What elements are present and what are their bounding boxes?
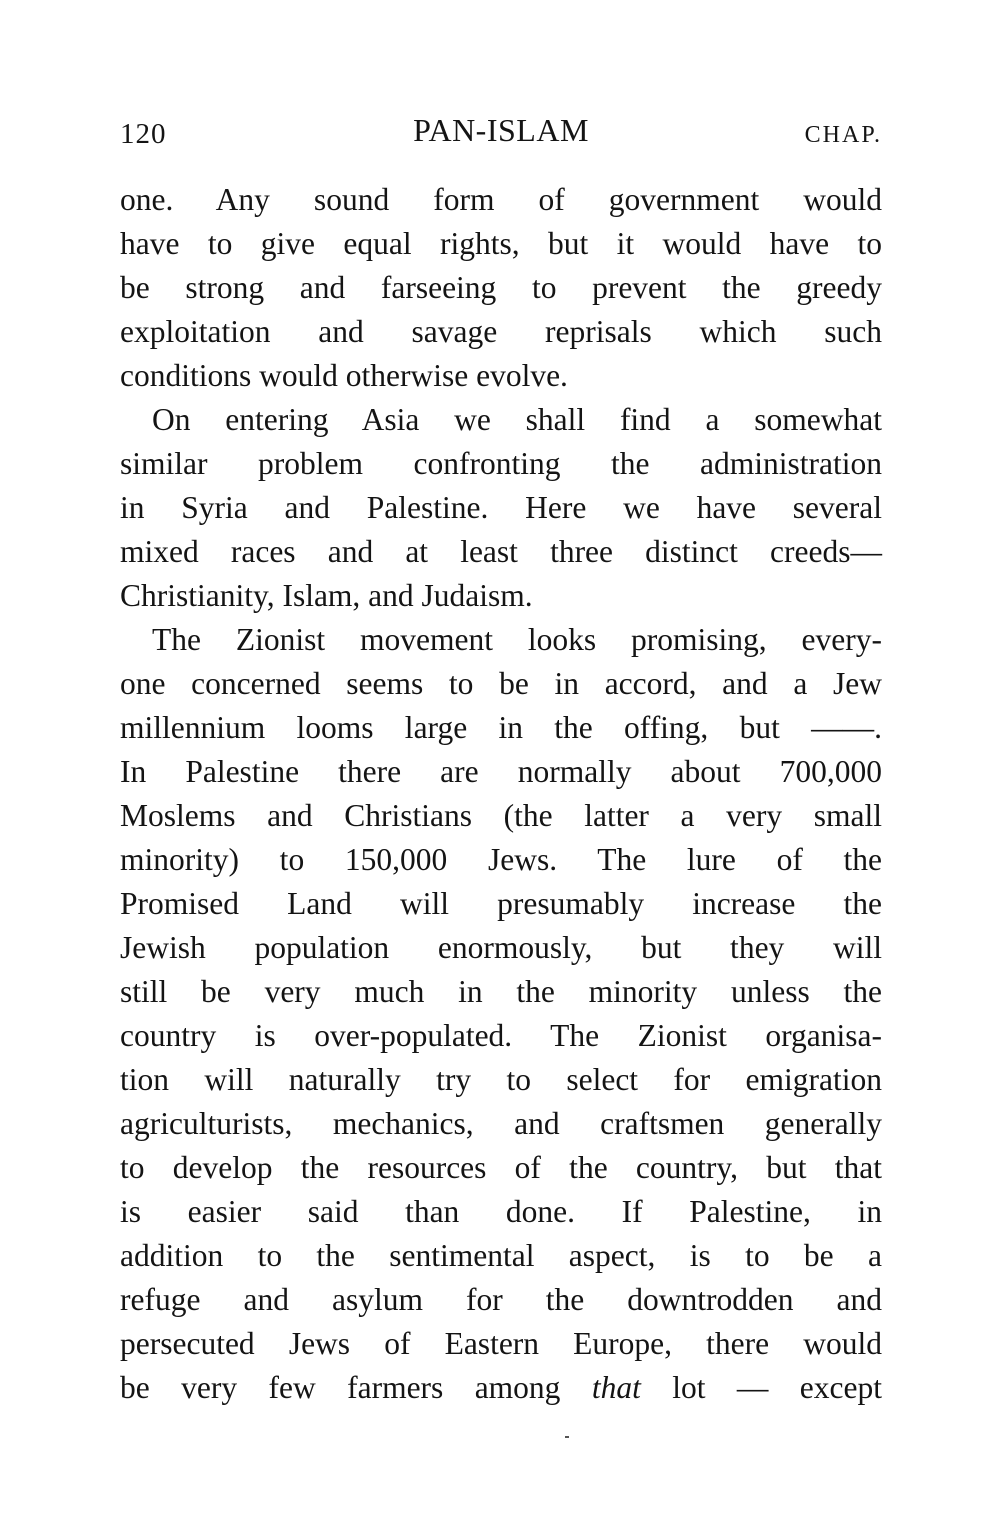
chapter-label: CHAP. bbox=[804, 122, 882, 148]
text-line: have to give equal rights, but it would have to bbox=[120, 226, 882, 261]
text-line: tion will naturally try to select for emigration bbox=[120, 1062, 882, 1097]
text-line: is easier said than done. If Palestine, in bbox=[120, 1194, 882, 1229]
text-line-final bbox=[120, 1366, 882, 1410]
text-line: similar problem confronting the administration bbox=[120, 446, 882, 481]
text-line: conditions would otherwise evolve. bbox=[120, 358, 568, 393]
text-line: Promised Land will presumably increase the bbox=[120, 886, 882, 921]
text-line: to develop the resources of the country, but that bbox=[120, 1150, 882, 1185]
text-line: Moslems and Christians (the latter a very small bbox=[120, 798, 882, 833]
text-line: minority) to 150,000 Jews. The lure of the bbox=[120, 842, 882, 877]
text-line: On entering Asia we shall find a somewhat bbox=[152, 402, 882, 437]
print-mark bbox=[565, 1436, 569, 1438]
text-line: The Zionist movement looks promising, every- bbox=[152, 622, 882, 657]
emphasis-word: that bbox=[591, 1370, 641, 1405]
page-number: 120 bbox=[120, 118, 167, 150]
text-line: Christianity, Islam, and Judaism. bbox=[120, 578, 533, 613]
final-line-start: be very few farmers among bbox=[120, 1370, 592, 1405]
text-line: one. Any sound form of government would bbox=[120, 182, 882, 217]
text-line: be strong and farseeing to prevent the greedy bbox=[120, 270, 882, 305]
text-line: exploitation and savage reprisals which such bbox=[120, 314, 882, 349]
text-line: still be very much in the minority unless the bbox=[120, 974, 882, 1009]
text-line: refuge and asylum for the downtrodden and bbox=[120, 1282, 882, 1317]
running-title: PAN-ISLAM bbox=[413, 112, 589, 148]
text-line: country is over-populated. The Zionist organisa- bbox=[120, 1018, 882, 1053]
text-line: agriculturists, mechanics, and craftsmen generally bbox=[120, 1106, 882, 1141]
text-line: one concerned seems to be in accord, and a Jew bbox=[120, 666, 882, 701]
text-line: In Palestine there are normally about 700,000 bbox=[120, 754, 882, 789]
text-line: addition to the sentimental aspect, is to be a bbox=[120, 1238, 882, 1273]
text-line: persecuted Jews of Eastern Europe, there would bbox=[120, 1326, 882, 1361]
running-head bbox=[120, 112, 882, 156]
text-line: millennium looms large in the offing, but ——. bbox=[120, 710, 882, 745]
final-line-end: lot — except bbox=[640, 1370, 882, 1405]
text-line: Jewish population enormously, but they will bbox=[120, 930, 882, 965]
text-line: mixed races and at least three distinct creeds— bbox=[120, 534, 882, 569]
body-text bbox=[120, 178, 882, 1410]
text-line: in Syria and Palestine. Here we have several bbox=[120, 490, 882, 525]
